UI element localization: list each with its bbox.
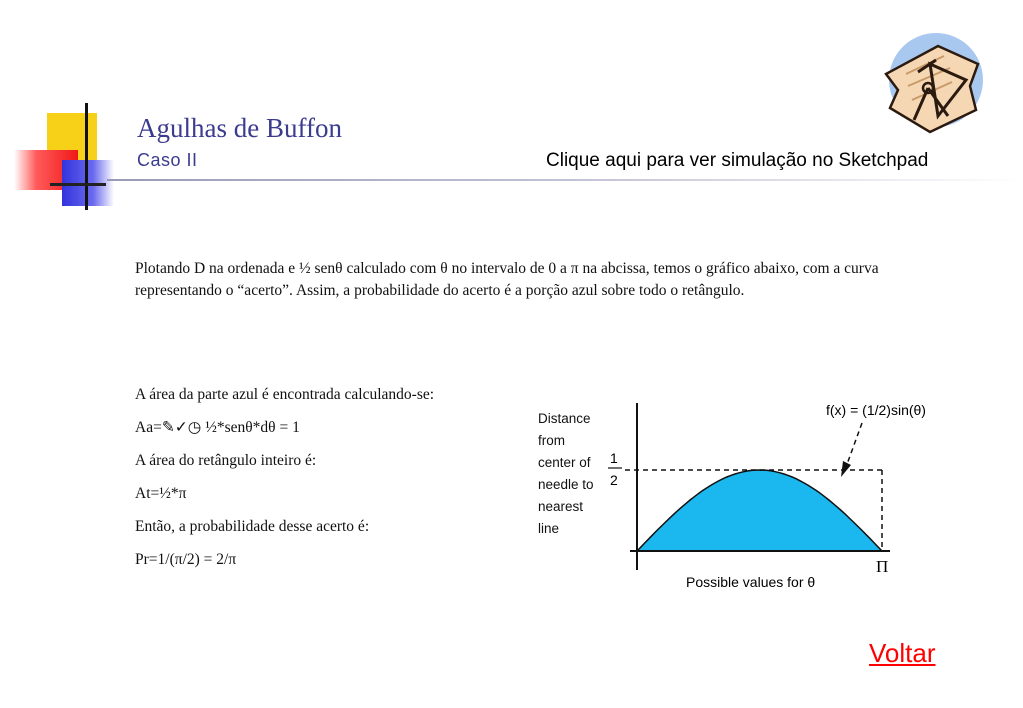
calc-line: A área da parte azul é encontrada calculando-se: [135,386,435,403]
calc-line: Pr=1/(π/2) = 2/π [135,551,237,568]
page-subtitle: Caso II [137,150,198,170]
ylabel-line: line [538,521,560,536]
ylabel-line: from [538,433,565,448]
back-link[interactable]: Voltar [869,638,936,668]
calculation-block [135,385,434,583]
ylabel-line: nearest [538,499,584,514]
logo-horizontal-line [50,183,106,186]
logo-vertical-line [85,103,88,210]
calc-line: At=½*π [135,485,187,502]
geometry-tools-clipart [878,28,988,138]
arrow-head [841,461,851,477]
title-divider [107,179,1023,181]
calc-line: Aa=✎✓◷ ½*senθ*dθ = 1 [135,419,300,436]
x-axis-label: Possible values for θ [686,574,816,590]
ylabel-line: needle to [538,477,594,492]
function-label: f(x) = (1/2)sin(θ) [826,402,926,418]
probability-area [637,470,882,551]
calc-line: A área do retângulo inteiro é: [135,452,317,469]
y-tick-numerator: 1 [610,450,618,466]
sketchpad-link[interactable]: Clique aqui para ver simulação no Sketchpad [546,150,929,171]
function-pointer [846,423,862,467]
calc-line: Então, a probabilidade desse acerto é: [135,518,370,535]
ylabel-line: Distance [538,411,591,426]
x-tick-pi: Π [876,557,889,576]
buffon-graph [530,395,950,600]
y-tick-denominator: 2 [610,472,618,488]
intro-paragraph: Plotando D na ordenada e ½ senθ calculado com θ no intervalo de 0 a π na abcissa, temos o gráfico abaixo, com a curva representando o “acerto”. Assim, a probabilidade do acerto é a porção azul sobre todo o retângulo. [135,260,879,299]
page-title: Agulhas de Buffon [137,113,342,143]
ylabel-line: center of [538,455,591,470]
